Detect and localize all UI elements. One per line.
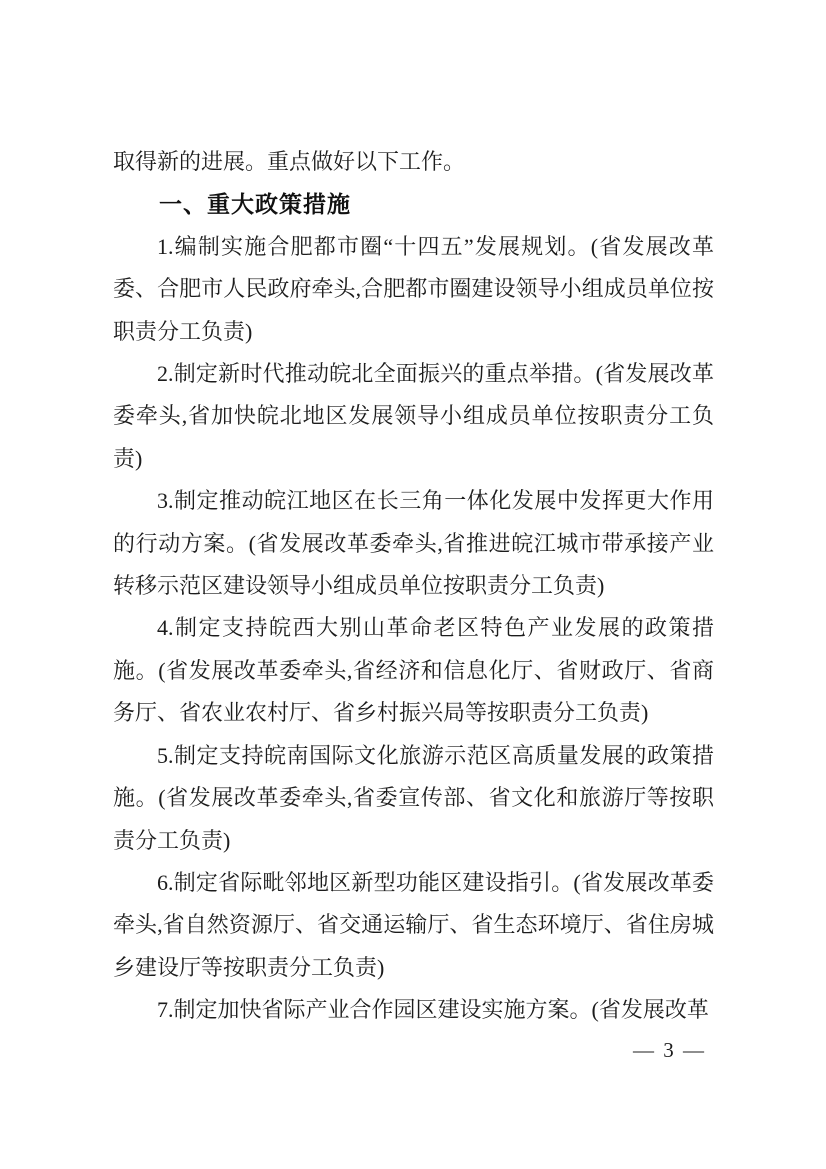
- page-number: — 3 —: [633, 1038, 706, 1062]
- section-heading: 一、重大政策措施: [159, 191, 351, 218]
- document-body: [113, 141, 714, 1032]
- policy-item-paragraph: 1.编制实施合肥都市圈“十四五”发展规划。(省发展改革委、合肥市人民政府牵头,合肥都市圈建设领导小组成员单位按职责分工负责): [113, 233, 714, 344]
- policy-item-paragraph: 5.制定支持皖南国际文化旅游示范区高质量发展的政策措施。(省发展改革委牵头,省委宣传部、省文化和旅游厅等按职责分工负责): [113, 742, 714, 853]
- policy-item-paragraph: 2.制定新时代推动皖北全面振兴的重点举措。(省发展改革委牵头,省加快皖北地区发展领导小组成员单位按职责分工负责): [113, 361, 714, 471]
- policy-item-paragraph: 4.制定支持皖西大别山革命老区特色产业发展的政策措施。(省发展改革委牵头,省经济和信息化厅、省财政厅、省商务厅、省农业农村厅、省乡村振兴局等按职责分工负责): [113, 615, 714, 726]
- intro-paragraph: 取得新的进展。重点做好以下工作。: [113, 149, 466, 174]
- policy-item-paragraph: 7.制定加快省际产业合作园区建设实施方案。(省发展改革: [157, 997, 709, 1023]
- policy-item-paragraph: 3.制定推动皖江地区在长三角一体化发展中发挥更大作用的行动方案。(省发展改革委牵头,省推进皖江城市带承接产业转移示范区建设领导小组成员单位按职责分工负责): [113, 488, 714, 599]
- policy-item-paragraph: 6.制定省际毗邻地区新型功能区建设指引。(省发展改革委牵头,省自然资源厅、省交通运输厅、省生态环境厅、省住房城乡建设厅等按职责分工负责): [113, 869, 714, 980]
- items-container: [113, 226, 714, 1032]
